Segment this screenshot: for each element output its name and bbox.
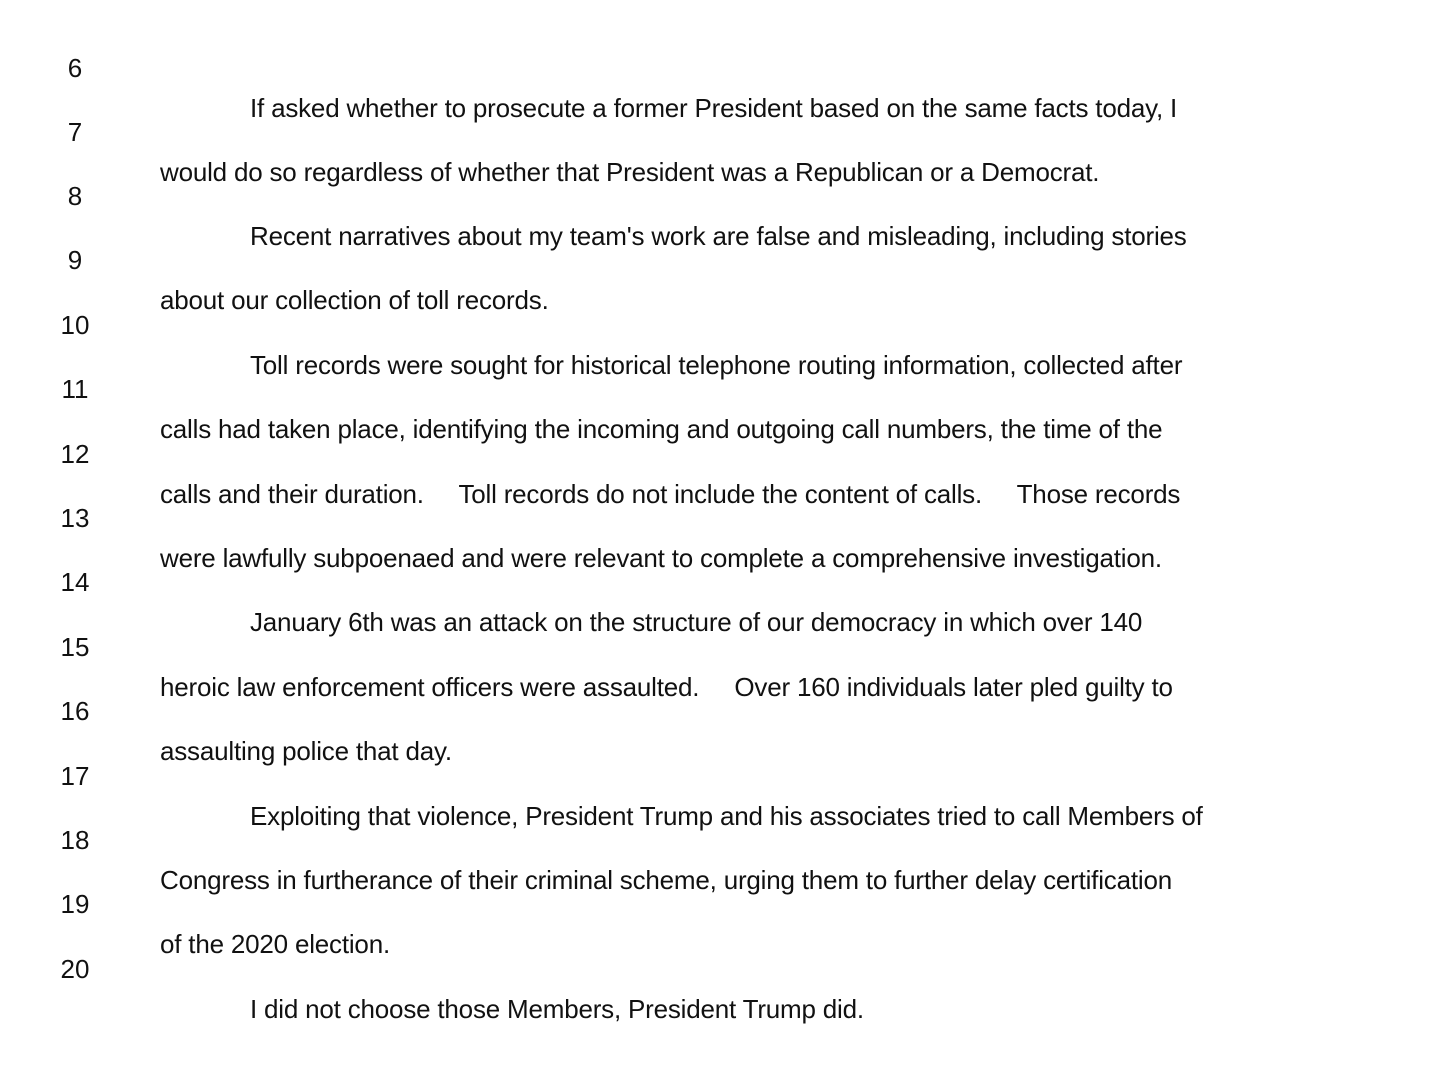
line-number: 16 [60, 696, 90, 726]
line-number: 9 [67, 245, 83, 275]
transcript-line [0, 8, 1456, 123]
line-number: 20 [60, 954, 90, 984]
line-number: 18 [60, 825, 90, 855]
line-text: about our collection of toll records. [160, 285, 549, 315]
line-number: 12 [60, 439, 90, 469]
line-text: assaulting police that day. [160, 736, 452, 766]
line-text: Congress in furtherance of their criminal scheme, urging them to further delay certification [160, 865, 1172, 895]
line-text: would do so regardless of whether that President was a Republican or a Democrat. [160, 157, 1100, 187]
line-number: 11 [61, 374, 89, 404]
line-text: January 6th was an attack on the structure of our democracy in which over 140 [250, 607, 1143, 637]
line-text: calls had taken place, identifying the incoming and outgoing call numbers, the time of the [160, 414, 1163, 444]
transcript-line [0, 265, 1456, 380]
transcript-line [0, 651, 1456, 766]
transcript-line [0, 329, 1456, 444]
line-text: of the 2020 election. [160, 929, 390, 959]
line-number: 14 [60, 567, 90, 597]
transcript-line [0, 716, 1456, 831]
line-number: 15 [60, 632, 90, 662]
line-number: 13 [60, 503, 90, 533]
line-text: If asked whether to prosecute a former President based on the same facts today, I [250, 93, 1178, 123]
line-text: Recent narratives about my team's work are false and misleading, including stories [250, 221, 1187, 251]
transcript-line [0, 522, 1456, 637]
line-text: heroic law enforcement officers were assaulted. Over 160 individuals later pled guilty to [160, 672, 1173, 702]
line-text: Toll records were sought for historical telephone routing information, collected after [250, 350, 1183, 380]
line-number: 10 [60, 310, 90, 340]
transcript-line [0, 136, 1456, 251]
line-number: 7 [67, 117, 83, 147]
transcript-line [0, 72, 1456, 187]
transcript-line [0, 458, 1456, 573]
line-text: calls and their duration. Toll records do not include the content of calls. Those records [160, 479, 1181, 509]
line-number: 6 [67, 53, 83, 83]
transcript-line [0, 587, 1456, 702]
transcript-line [0, 844, 1456, 959]
line-number: 19 [60, 889, 90, 919]
transcript-line [0, 780, 1456, 895]
line-number: 17 [60, 761, 90, 791]
line-text: Exploiting that violence, President Trump and his associates tried to call Members of [250, 801, 1203, 831]
line-number: 8 [67, 181, 83, 211]
transcript-line [0, 394, 1456, 509]
transcript-line [0, 909, 1456, 1024]
transcript-line [0, 200, 1456, 315]
line-text: were lawfully subpoenaed and were relevant to complete a comprehensive investigation. [160, 543, 1162, 573]
line-text: I did not choose those Members, President Trump did. [250, 994, 864, 1024]
